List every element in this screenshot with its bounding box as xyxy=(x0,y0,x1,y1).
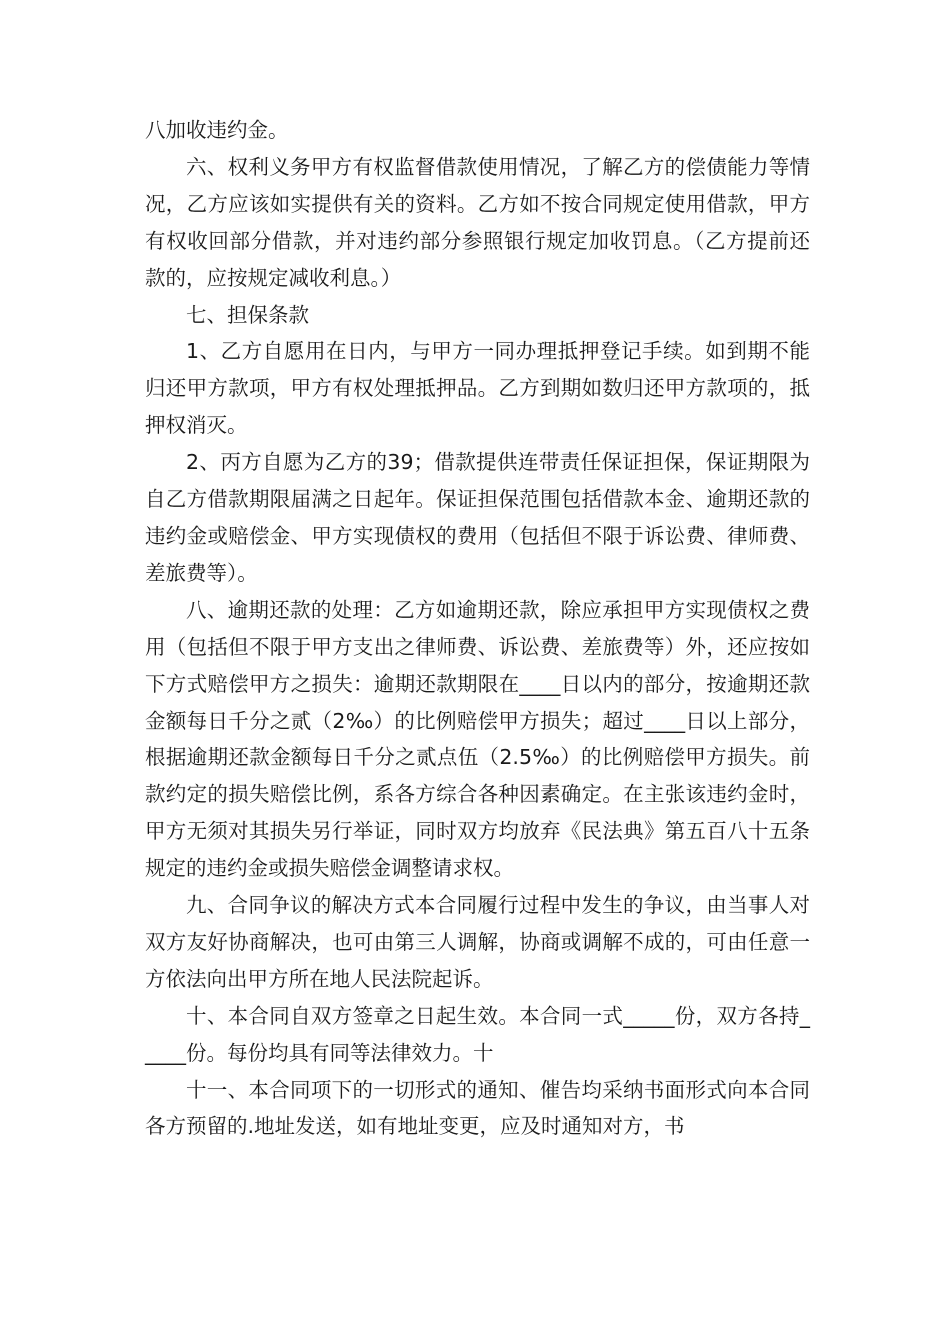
paragraph-guarantee-heading: 七、担保条款 xyxy=(186,302,309,327)
paragraph-rights-obligations: 六、权利义务甲方有权监督借款使用情况，了解乙方的偿债能力等情况，乙方应该如实提供有关的资料。乙方如不按合同规定使用借款，甲方有权收回部分借款，并对违约部分参照银行规定加收罚息。（乙方提前还款的，应按规定减收利息。） xyxy=(145,154,810,290)
paragraph-notices: 十一、本合同项下的一切形式的通知、催告均采纳书面形式向本合同各方预留的.地址发送，如有地址变更，应及时通知对方，书 xyxy=(145,1077,810,1139)
document-body xyxy=(145,112,810,1145)
paragraph-continuation: 八加收违约金。 xyxy=(145,118,289,142)
paragraph-guarantee-1: 1、乙方自愿用在日内，与甲方一同办理抵押登记手续。如到期不能归还甲方款项，甲方有权处理抵押品。乙方到期如数归还甲方款项的，抵押权消灭。 xyxy=(145,339,810,438)
paragraph-overdue-handling: 八、逾期还款的处理：乙方如逾期还款，除应承担甲方实现债权之费用（包括但不限于甲方支出之律师费、诉讼费、差旅费等）外，还应按如下方式赔偿甲方之损失：逾期还款期限在____日以内的部分，按逾期还款金额每日千分之贰（2‰）的比例赔偿甲方损失；超过____日以上部分，根据逾期还款金额每日千分之贰点伍（2.5‰）的比例赔偿甲方损失。前款约定的损失赔偿比例，系各方综合各种因素确定。在主张该违约金时，甲方无须对其损失另行举证，同时双方均放弃《民法典》第五百八十五条规定的违约金或损失赔偿金调整请求权。 xyxy=(145,597,810,881)
paragraph-dispute-resolution: 九、合同争议的解决方式本合同履行过程中发生的争议，由当事人对双方友好协商解决，也可由第三人调解，协商或调解不成的，可由任意一方依法向出甲方所在地人民法院起诉。 xyxy=(145,893,810,991)
paragraph-guarantee-2: 2、丙方自愿为乙方的39；借款提供连带责任保证担保，保证期限为自乙方借款期限届满之日起年。保证担保范围包括借款本金、逾期还款的违约金或赔偿金、甲方实现债权的费用（包括但不限于诉讼费、律师费、差旅费等）。 xyxy=(145,450,810,585)
paragraph-effectiveness: 十、本合同自双方签章之日起生效。本合同一式_____份，双方各持_____份。每份均具有同等法律效力。十 xyxy=(145,1003,810,1065)
